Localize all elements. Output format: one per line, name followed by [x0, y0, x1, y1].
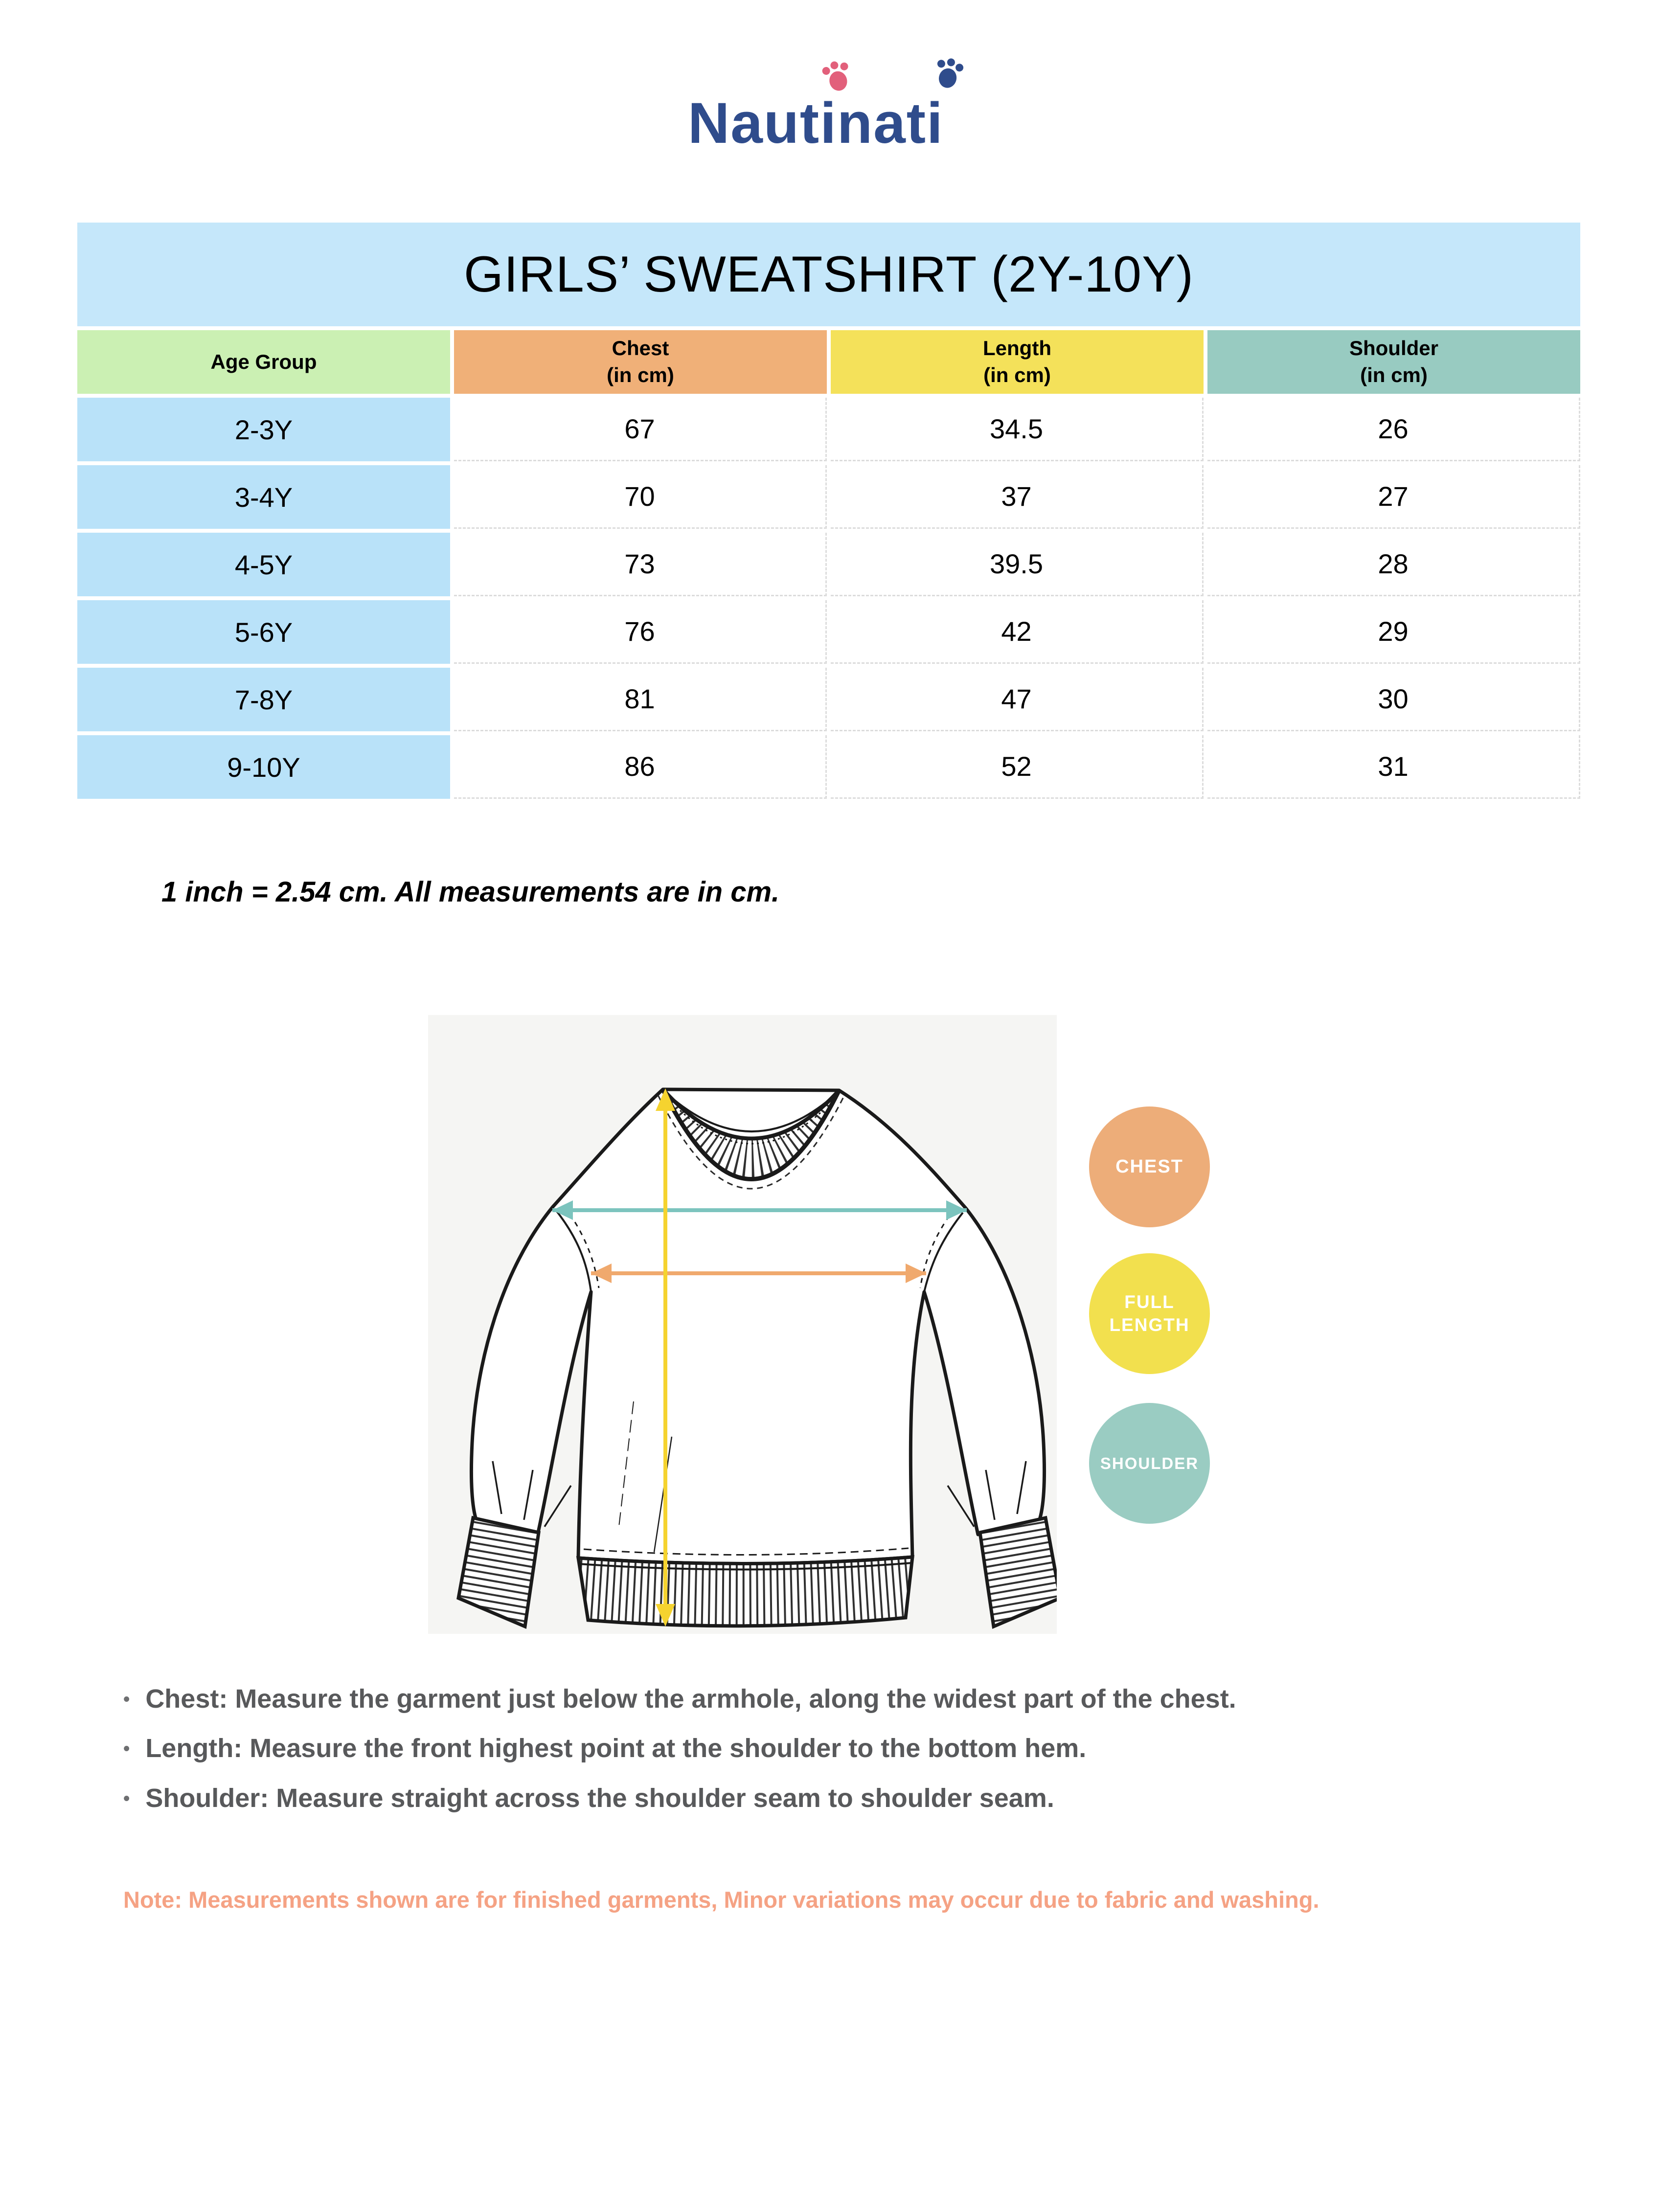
chest-cell: 81	[454, 668, 827, 731]
length-cell: 37	[831, 465, 1204, 529]
age-cell: 9-10Y	[77, 735, 450, 799]
instruction-item-length	[123, 1734, 1567, 1763]
length-cell: 34.5	[831, 398, 1204, 461]
shoulder-badge: SHOULDER	[1089, 1403, 1210, 1524]
age-cell: 3-4Y	[77, 465, 450, 529]
instruction-text: Shoulder: Measure straight across the shoulder seam to shoulder seam.	[145, 1783, 1054, 1813]
age-cell: 7-8Y	[77, 668, 450, 731]
instruction-item-chest	[123, 1685, 1567, 1714]
garment-diagram	[428, 1015, 1057, 1634]
paw-icon	[933, 56, 965, 90]
column-header-age-label: Age Group	[210, 350, 317, 373]
age-cell: 4-5Y	[77, 533, 450, 596]
age-cell: 2-3Y	[77, 398, 450, 461]
column-header-chest	[454, 330, 827, 394]
shoulder-cell: 27	[1207, 465, 1580, 529]
column-header-chest-label: Chest	[612, 337, 669, 360]
chest-cell: 86	[454, 735, 827, 799]
footnote: Note: Measurements shown are for finished garments, Minor variations may occur due to fabric and washing.	[123, 1887, 1319, 1913]
shoulder-cell: 26	[1207, 398, 1580, 461]
bullet-icon: •	[123, 1788, 130, 1809]
length-cell: 47	[831, 668, 1204, 731]
table-title: GIRLS’ SWEATSHIRT (2Y-10Y)	[77, 223, 1580, 326]
length-cell: 39.5	[831, 533, 1204, 596]
brand-name: Nautinati	[688, 91, 944, 156]
shoulder-cell: 31	[1207, 735, 1580, 799]
conversion-note: 1 inch = 2.54 cm. All measurements are in cm.	[161, 876, 780, 908]
column-header-shoulder-label: Shoulder	[1349, 337, 1438, 360]
chest-cell: 73	[454, 533, 827, 596]
instruction-item-shoulder	[123, 1784, 1567, 1813]
shoulder-cell: 29	[1207, 600, 1580, 664]
paw-icon	[820, 58, 853, 93]
length-cell: 42	[831, 600, 1204, 664]
column-header-length-label: Length	[983, 337, 1051, 360]
shoulder-cell: 28	[1207, 533, 1580, 596]
column-header-shoulder-unit: (in cm)	[1360, 363, 1428, 386]
column-header-length-unit: (in cm)	[983, 363, 1051, 386]
instruction-text: Length: Measure the front highest point at the shoulder to the bottom hem.	[145, 1734, 1087, 1763]
age-cell: 5-6Y	[77, 600, 450, 664]
instruction-text: Chest: Measure the garment just below the armhole, along the widest part of the chest.	[145, 1684, 1236, 1714]
measurement-instructions	[123, 1685, 1567, 1833]
size-chart-table	[77, 223, 1580, 799]
column-header-age	[77, 330, 450, 394]
column-header-length	[831, 330, 1204, 394]
bullet-icon: •	[123, 1689, 130, 1710]
length-cell: 52	[831, 735, 1204, 799]
column-header-shoulder	[1207, 330, 1580, 394]
bullet-icon: •	[123, 1738, 130, 1760]
chest-cell: 67	[454, 398, 827, 461]
brand-logo	[674, 49, 987, 166]
chest-badge: CHEST	[1089, 1106, 1210, 1227]
chest-cell: 76	[454, 600, 827, 664]
column-header-chest-unit: (in cm)	[607, 363, 674, 386]
chest-cell: 70	[454, 465, 827, 529]
full-length-badge: FULL LENGTH	[1089, 1253, 1210, 1374]
shoulder-cell: 30	[1207, 668, 1580, 731]
sweatshirt-illustration	[428, 1015, 1057, 1634]
